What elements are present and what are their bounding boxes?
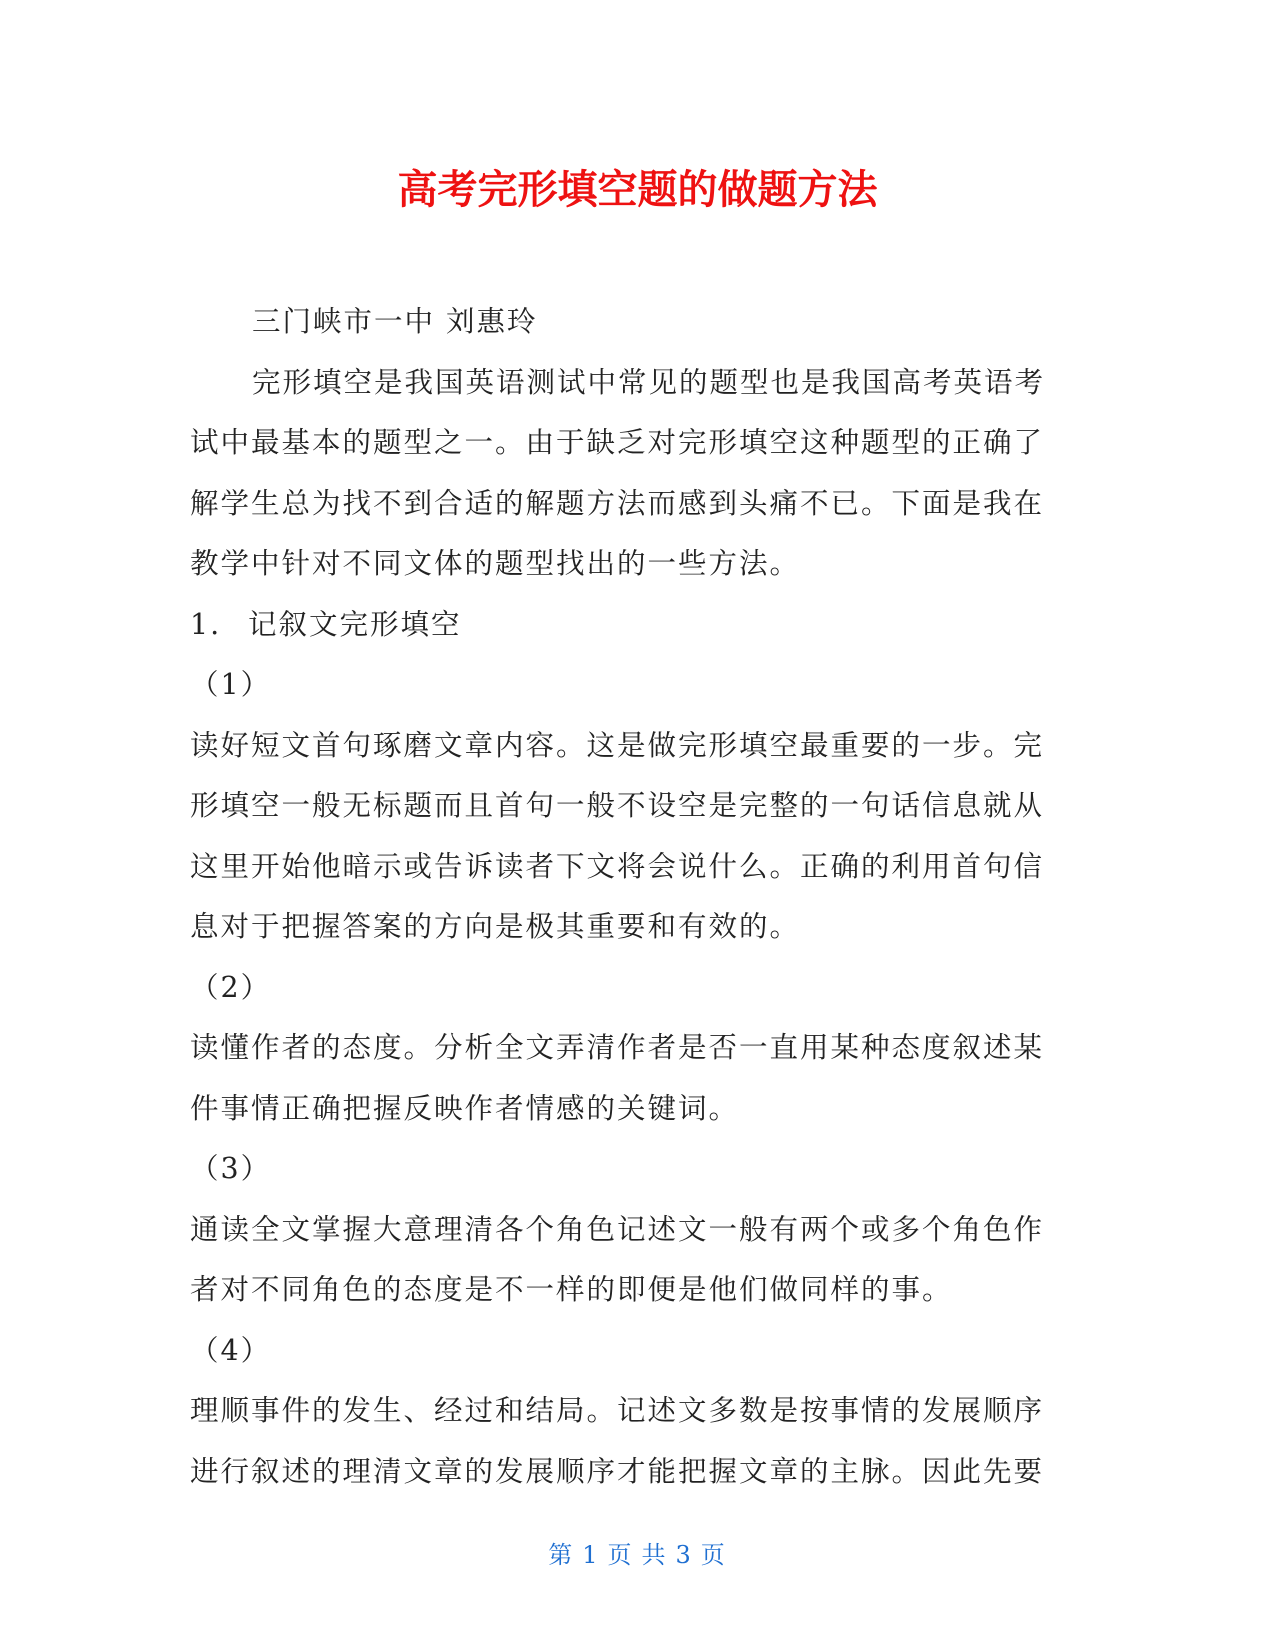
point-text-3: 通读全文掌握大意理清各个角色记述文一般有两个或多个角色作者对不同角色的态度是不一样的即便是他们做同样的事。 xyxy=(190,1212,1045,1306)
footer-total-pages: 3 xyxy=(675,1541,693,1569)
point-text-1: 读好短文首句琢磨文章内容。这是做完形填空最重要的一步。完形填空一般无标题而且首句一般不设空是完整的一句话信息就从这里开始他暗示或告诉读者下文将会说什么。正确的利用首句信息对于把握答案的方向是极其重要和有效的。 xyxy=(190,728,1045,943)
point-label-1: （1） xyxy=(190,668,272,701)
point-text-4: 理顺事件的发生、经过和结局。记述文多数是按事情的发展顺序进行叙述的理清文章的发展顺序才能把握文章的主脉。因此先要 xyxy=(190,1394,1045,1488)
intro-paragraph: 完形填空是我国英语测试中常见的题型也是我国高考英语考试中最基本的题型之一。由于缺乏对完形填空这种题型的正确了解学生总为找不到合适的解题方法而感到头痛不已。下面是我在教学中针对不同文体的题型找出的一些方法。 xyxy=(190,365,1046,580)
footer-suffix: 页 xyxy=(700,1541,727,1569)
footer-current-page: 1 xyxy=(582,1541,600,1569)
point-label-3: （3） xyxy=(190,1152,272,1185)
point-label-2: （2） xyxy=(190,970,272,1004)
author-line: 三门峡市一中 刘惠玲 xyxy=(252,305,538,338)
point-label-4: （4） xyxy=(190,1333,272,1367)
footer-mid: 页 xyxy=(607,1541,634,1569)
section-number: 1. xyxy=(190,607,222,641)
point-text-2: 读懂作者的态度。分析全文弄清作者是否一直用某种态度叙述某件事情正确把握反映作者情感的关键词。 xyxy=(190,1031,1045,1125)
document-title: 高考完形填空题的做题方法 xyxy=(397,167,878,213)
section-heading-text: 记叙文完形填空 xyxy=(248,607,462,641)
section-heading xyxy=(190,595,1062,656)
footer-prefix: 第 xyxy=(548,1541,575,1569)
document-body xyxy=(190,292,1062,1502)
page-footer xyxy=(0,1538,1275,1572)
footer-total-prefix: 共 xyxy=(641,1541,668,1569)
